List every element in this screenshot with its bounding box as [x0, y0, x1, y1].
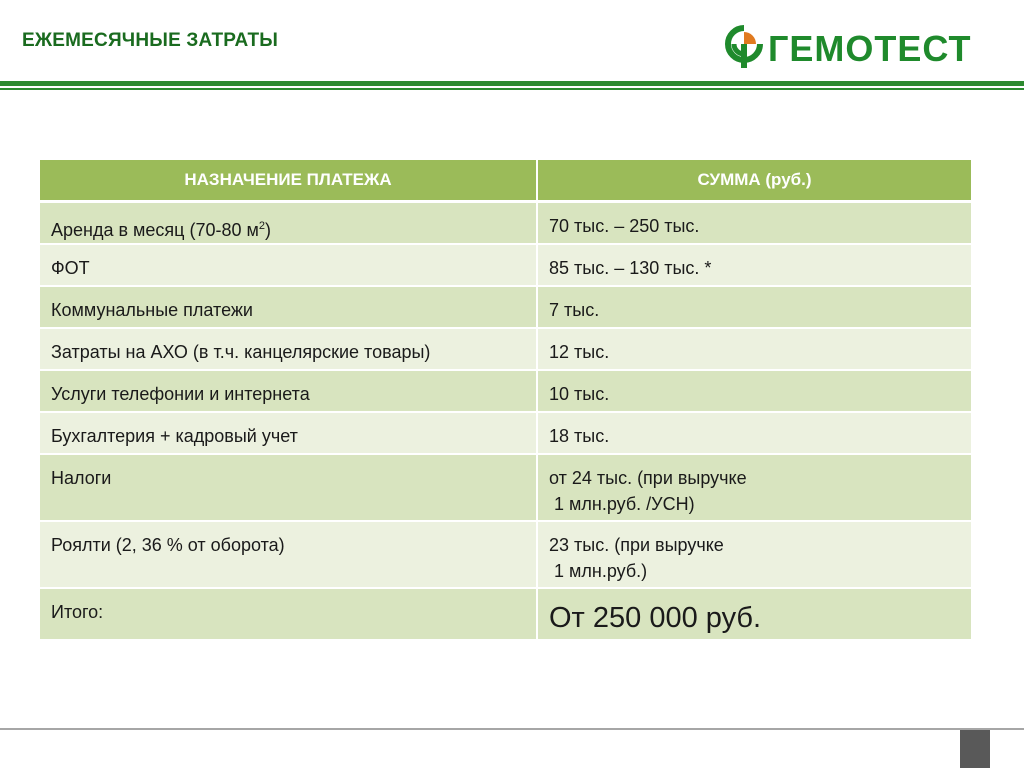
table-row: [40, 202, 971, 245]
superscript: 2: [258, 220, 266, 232]
amount-line: от 24 тыс. (при выручке: [549, 468, 747, 488]
column-header-purpose: НАЗНАЧЕНИЕ ПЛАТЕЖА: [40, 160, 537, 202]
purpose-tail: ): [265, 220, 272, 240]
purpose-cell: Коммунальные платежи: [40, 286, 537, 328]
footer-block: [960, 730, 990, 768]
logo-icon: [722, 22, 766, 74]
total-amount-cell: [537, 588, 971, 640]
total-label-cell: Итого:: [40, 588, 537, 640]
purpose-cell: Услуги телефонии и интернета: [40, 370, 537, 412]
amount-cell: 10 тыс.: [537, 370, 971, 412]
amount-line: 1 млн.руб.): [549, 561, 648, 581]
footer-divider: [0, 728, 1024, 730]
purpose-cell: ФОТ: [40, 244, 537, 286]
header-divider-thin: [0, 88, 1024, 90]
expenses-table: [40, 160, 971, 641]
amount-cell: [537, 521, 971, 588]
amount-cell: 70 тыс. – 250 тыс.: [537, 202, 971, 245]
logo-text: ГЕМОТЕСТ: [768, 28, 972, 69]
amount-cell: 7 тыс.: [537, 286, 971, 328]
table-row: [40, 328, 971, 370]
column-header-amount: СУММА (руб.): [537, 160, 971, 202]
total-amount: От 250 000 руб.: [549, 602, 762, 634]
table-row: [40, 244, 971, 286]
table-row: [40, 454, 971, 521]
amount-cell: 18 тыс.: [537, 412, 971, 454]
page-title: ЕЖЕМЕСЯЧНЫЕ ЗАТРАТЫ: [22, 30, 279, 51]
amount-line: 1 млн.руб. /УСН): [549, 494, 695, 514]
gemotest-logo: [722, 22, 992, 74]
amount-cell: 85 тыс. – 130 тыс. *: [537, 244, 971, 286]
table-row-total: [40, 588, 971, 640]
purpose-cell: Бухгалтерия + кадровый учет: [40, 412, 537, 454]
purpose-cell: [40, 202, 537, 245]
table-row: [40, 286, 971, 328]
table-header-row: [40, 160, 971, 202]
table-row: [40, 412, 971, 454]
amount-cell: [537, 454, 971, 521]
purpose-cell: Налоги: [40, 454, 537, 521]
table-row: [40, 370, 971, 412]
amount-cell: 12 тыс.: [537, 328, 971, 370]
amount-line: 23 тыс. (при выручке: [549, 535, 724, 555]
purpose-cell: Роялти (2, 36 % от оборота): [40, 521, 537, 588]
purpose-text: Аренда в месяц (70-80 м: [51, 220, 259, 240]
table-row: [40, 521, 971, 588]
purpose-cell: Затраты на АХО (в т.ч. канцелярские товары): [40, 328, 537, 370]
header-divider: [0, 81, 1024, 86]
